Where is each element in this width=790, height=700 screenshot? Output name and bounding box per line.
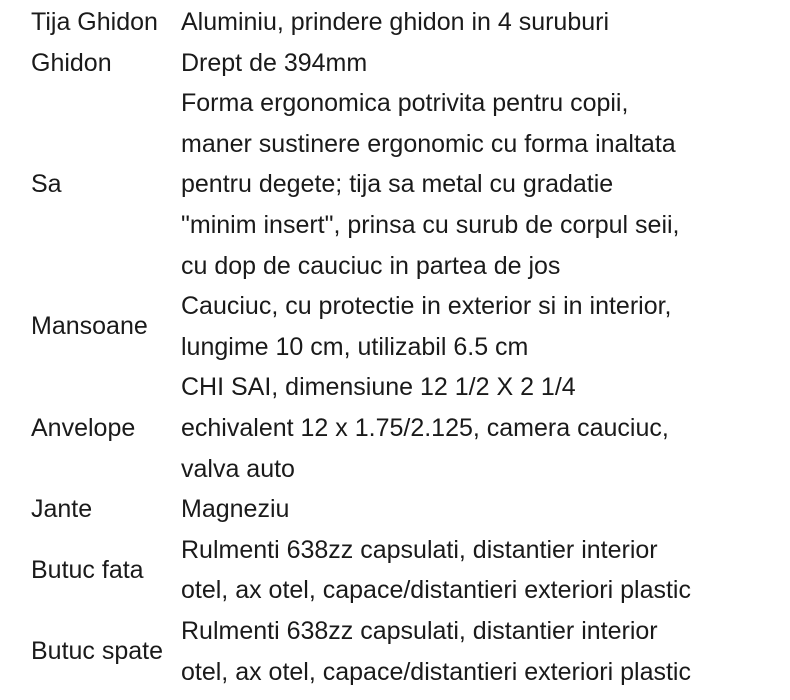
spec-value-line: otel, ax otel, capace/distantieri exteriori plastic [181, 657, 691, 686]
spec-label: Mansoane [31, 312, 148, 341]
spec-value-line: Cauciuc, cu protectie in exterior si in interior, [181, 292, 672, 321]
spec-value [181, 530, 790, 611]
spec-row-anvelope [0, 367, 790, 489]
spec-value-line: Aluminiu, prindere ghidon in 4 suruburi [181, 8, 610, 36]
spec-value-line: echivalent 12 x 1.75/2.125, camera cauciuc, [181, 413, 669, 442]
spec-value-line: Magneziu [181, 495, 290, 524]
spec-row-tija-ghidon [0, 2, 790, 43]
spec-value [181, 2, 790, 43]
spec-row-butuc-fata [0, 530, 790, 611]
spec-value [181, 83, 790, 286]
spec-value-line: cu dop de cauciuc in partea de jos [181, 251, 561, 280]
spec-row-ghidon [0, 43, 790, 84]
spec-value-line: "minim insert", prinsa cu surub de corpul seii, [181, 210, 680, 239]
spec-value-line: otel, ax otel, capace/distantieri exteriori plastic [181, 576, 691, 605]
spec-value-line: Rulmenti 638zz capsulati, distantier interior [181, 616, 658, 645]
spec-label: Ghidon [31, 48, 112, 77]
spec-table-body [0, 2, 790, 692]
spec-label: Anvelope [31, 413, 136, 442]
spec-row-jante [0, 489, 790, 530]
spec-value [181, 43, 790, 84]
spec-value-line: valva auto [181, 454, 295, 483]
spec-value-line: Forma ergonomica potrivita pentru copii, [181, 89, 629, 118]
spec-label: Butuc fata [31, 556, 144, 585]
spec-label: Jante [31, 495, 93, 524]
spec-label: Butuc spate [31, 637, 164, 666]
spec-value-line: maner sustinere ergonomic cu forma inaltata [181, 129, 676, 158]
spec-value [181, 286, 790, 367]
spec-value [181, 367, 790, 489]
spec-value-line: pentru degete; tija sa metal cu gradatie [181, 170, 614, 199]
spec-value-line: Drept de 394mm [181, 48, 368, 77]
spec-value [181, 611, 790, 692]
spec-value-line: lungime 10 cm, utilizabil 6.5 cm [181, 332, 529, 361]
spec-value-line: Rulmenti 638zz capsulati, distantier interior [181, 535, 658, 564]
spec-label: Tija Ghidon [31, 8, 158, 36]
spec-value [181, 489, 790, 530]
spec-value-line: CHI SAI, dimensiune 12 1/2 X 2 1/4 [181, 373, 576, 402]
spec-row-butuc-spate [0, 611, 790, 692]
spec-table [0, 2, 790, 692]
spec-label: Sa [31, 170, 62, 199]
spec-row-sa [0, 83, 790, 286]
spec-row-mansoane [0, 286, 790, 367]
